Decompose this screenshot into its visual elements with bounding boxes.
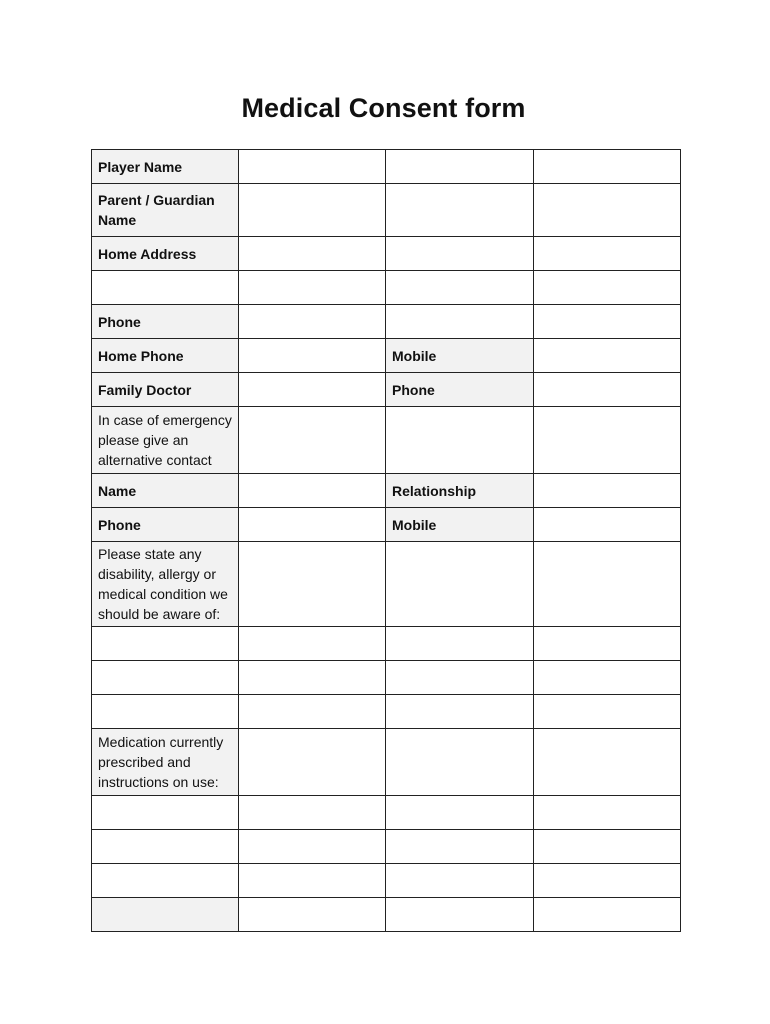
doctor-phone-label: Phone xyxy=(386,373,534,407)
parent-guardian-field[interactable] xyxy=(239,184,386,237)
medication-line-field[interactable] xyxy=(386,830,534,864)
medical-condition-line-field[interactable] xyxy=(92,661,239,695)
player-name-field[interactable] xyxy=(239,150,386,184)
emergency-contact-field[interactable] xyxy=(239,407,386,474)
medication-line-field[interactable] xyxy=(534,830,681,864)
family-doctor-row xyxy=(92,373,681,407)
emergency-contact-field[interactable] xyxy=(534,407,681,474)
emergency-mobile-field[interactable] xyxy=(534,508,681,542)
parent-guardian-field[interactable] xyxy=(386,184,534,237)
phone-field[interactable] xyxy=(239,305,386,339)
family-doctor-field[interactable] xyxy=(239,373,386,407)
medical-condition-field[interactable] xyxy=(239,542,386,627)
player-name-field[interactable] xyxy=(534,150,681,184)
medical-condition-line-field[interactable] xyxy=(92,627,239,661)
emergency-contact-label: In case of emergency please give an alternative contact xyxy=(92,407,239,474)
player-name-label: Player Name xyxy=(92,150,239,184)
medical-condition-line-row xyxy=(92,695,681,729)
medical-condition-line-field[interactable] xyxy=(534,661,681,695)
medication-line-row xyxy=(92,898,681,932)
player-name-row xyxy=(92,150,681,184)
emergency-contact-field[interactable] xyxy=(386,407,534,474)
medication-field[interactable] xyxy=(239,729,386,796)
medical-condition-line-field[interactable] xyxy=(239,695,386,729)
medical-condition-label: Please state any disability, allergy or medical condition we should be aware of: xyxy=(92,542,239,627)
medical-condition-line-field[interactable] xyxy=(534,695,681,729)
emergency-mobile-label: Mobile xyxy=(386,508,534,542)
address-continued-field[interactable] xyxy=(92,271,239,305)
medical-condition-field[interactable] xyxy=(386,542,534,627)
parent-guardian-row xyxy=(92,184,681,237)
medication-line-field[interactable] xyxy=(239,830,386,864)
medical-condition-line-field[interactable] xyxy=(386,661,534,695)
shaded-blank-cell xyxy=(92,898,239,932)
consent-form-table xyxy=(91,149,681,932)
emergency-contact-row xyxy=(92,407,681,474)
home-address-label: Home Address xyxy=(92,237,239,271)
medication-line-row xyxy=(92,830,681,864)
home-address-field[interactable] xyxy=(534,237,681,271)
relationship-label: Relationship xyxy=(386,474,534,508)
medication-line-field[interactable] xyxy=(239,864,386,898)
home-address-row xyxy=(92,237,681,271)
medical-condition-line-field[interactable] xyxy=(386,695,534,729)
phone-label: Phone xyxy=(92,305,239,339)
medication-line-field[interactable] xyxy=(386,898,534,932)
medication-row xyxy=(92,729,681,796)
emergency-name-row xyxy=(92,474,681,508)
parent-guardian-field[interactable] xyxy=(534,184,681,237)
address-continued-row xyxy=(92,271,681,305)
address-continued-field[interactable] xyxy=(239,271,386,305)
home-phone-label: Home Phone xyxy=(92,339,239,373)
address-continued-field[interactable] xyxy=(386,271,534,305)
medication-line-field[interactable] xyxy=(92,830,239,864)
medication-line-field[interactable] xyxy=(534,864,681,898)
emergency-phone-row xyxy=(92,508,681,542)
medical-condition-line-field[interactable] xyxy=(534,627,681,661)
family-doctor-label: Family Doctor xyxy=(92,373,239,407)
home-phone-field[interactable] xyxy=(239,339,386,373)
emergency-name-field[interactable] xyxy=(239,474,386,508)
medication-line-field[interactable] xyxy=(92,796,239,830)
parent-guardian-label: Parent / Guardian Name xyxy=(92,184,239,237)
relationship-field[interactable] xyxy=(534,474,681,508)
mobile-label: Mobile xyxy=(386,339,534,373)
medical-condition-line-field[interactable] xyxy=(239,627,386,661)
medical-condition-field[interactable] xyxy=(534,542,681,627)
medication-line-field[interactable] xyxy=(386,864,534,898)
phone-field[interactable] xyxy=(386,305,534,339)
home-address-field[interactable] xyxy=(386,237,534,271)
medication-line-field[interactable] xyxy=(239,796,386,830)
home-phone-row xyxy=(92,339,681,373)
emergency-phone-label: Phone xyxy=(92,508,239,542)
medical-condition-line-row xyxy=(92,627,681,661)
medication-line-row xyxy=(92,796,681,830)
medication-field[interactable] xyxy=(534,729,681,796)
medication-line-field[interactable] xyxy=(386,796,534,830)
address-continued-field[interactable] xyxy=(534,271,681,305)
medical-condition-line-row xyxy=(92,661,681,695)
emergency-phone-field[interactable] xyxy=(239,508,386,542)
player-name-field[interactable] xyxy=(386,150,534,184)
medication-field[interactable] xyxy=(386,729,534,796)
medical-condition-row xyxy=(92,542,681,627)
medication-label: Medication currently prescribed and instructions on use: xyxy=(92,729,239,796)
doctor-phone-field[interactable] xyxy=(534,373,681,407)
emergency-name-label: Name xyxy=(92,474,239,508)
medication-line-field[interactable] xyxy=(534,796,681,830)
medication-line-row xyxy=(92,864,681,898)
home-address-field[interactable] xyxy=(239,237,386,271)
medication-line-field[interactable] xyxy=(239,898,386,932)
phone-row xyxy=(92,305,681,339)
phone-field[interactable] xyxy=(534,305,681,339)
form-title: Medical Consent form xyxy=(241,93,526,123)
medical-condition-line-field[interactable] xyxy=(239,661,386,695)
medication-line-field[interactable] xyxy=(92,864,239,898)
mobile-field[interactable] xyxy=(534,339,681,373)
medical-condition-line-field[interactable] xyxy=(386,627,534,661)
medication-line-field[interactable] xyxy=(534,898,681,932)
medical-condition-line-field[interactable] xyxy=(92,695,239,729)
